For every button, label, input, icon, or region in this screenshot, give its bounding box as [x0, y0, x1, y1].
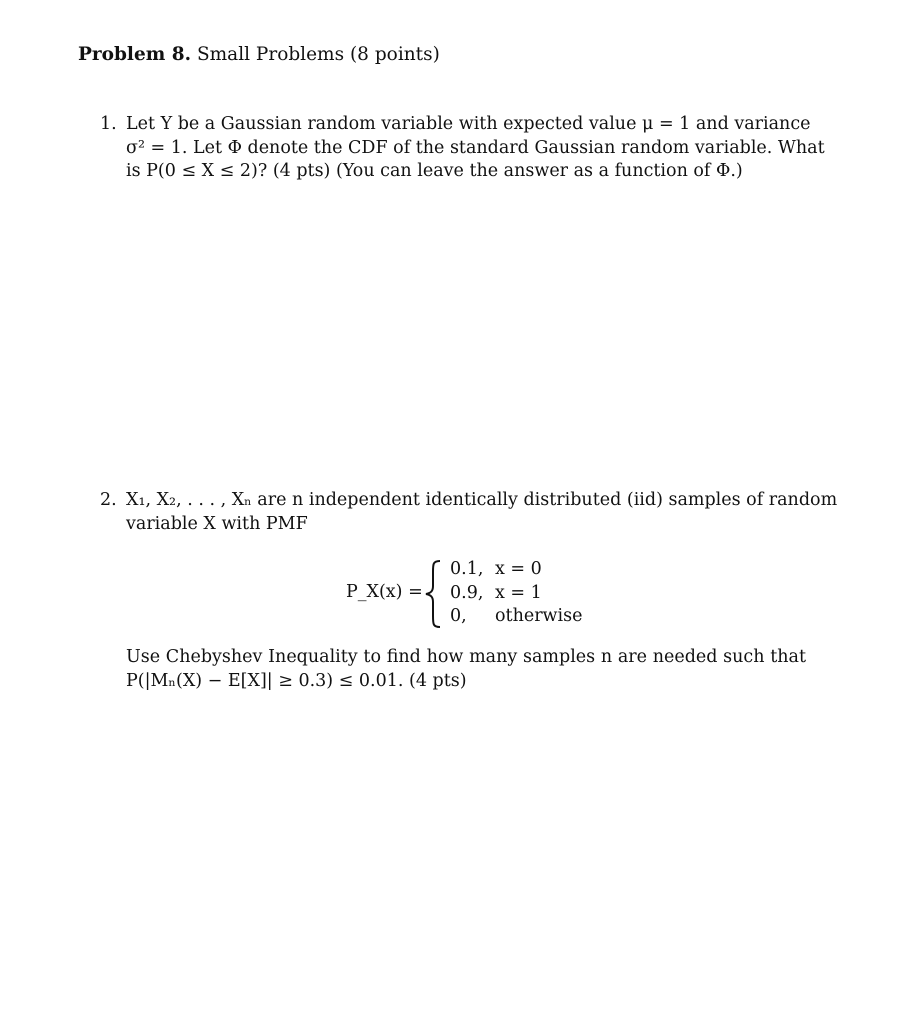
subproblem-number: 1.	[100, 114, 117, 134]
text-line: Use Chebyshev Inequality to find how many samples n are needed such that	[126, 647, 806, 667]
subproblem-1	[100, 113, 825, 184]
text-line: variable X with PMF	[126, 513, 308, 534]
text-line: σ² = 1. Let Φ denote the CDF of the standard Gaussian random variable. What	[126, 137, 825, 158]
subproblem-text	[126, 489, 838, 536]
pmf-case-condition: x = 0	[495, 559, 542, 579]
left-brace-icon	[424, 560, 444, 628]
text-line: P(|Mₙ(X) − E[X]| ≥ 0.3) ≤ 0.01. (4 pts)	[126, 670, 467, 691]
pmf-case-condition: otherwise	[495, 606, 583, 626]
text-line: Let Y be a Gaussian random variable with expected value μ = 1 and variance	[126, 114, 811, 134]
pmf-case-condition: x = 1	[495, 582, 542, 603]
pmf-lhs: P_X(x) =	[346, 582, 423, 602]
text-line: X₁, X₂, . . . , Xₙ are n independent identically distributed (iid) samples of random	[126, 490, 838, 510]
pmf-case-value: 0,	[450, 606, 467, 626]
subproblem-number: 2.	[100, 490, 117, 510]
subproblem-2-followup	[126, 646, 806, 693]
subproblem-2	[100, 489, 838, 536]
problem-heading	[78, 44, 440, 65]
pmf-case-value: 0.9,	[450, 582, 484, 603]
subproblem-text	[126, 113, 825, 184]
problem-subtitle: Small Problems (8 points)	[196, 44, 440, 65]
problem-title: Problem 8.	[78, 44, 192, 65]
text-line: is P(0 ≤ X ≤ 2)? (4 pts) (You can leave the answer as a function of Φ.)	[126, 161, 743, 181]
pmf-case-value: 0.1,	[450, 559, 484, 579]
